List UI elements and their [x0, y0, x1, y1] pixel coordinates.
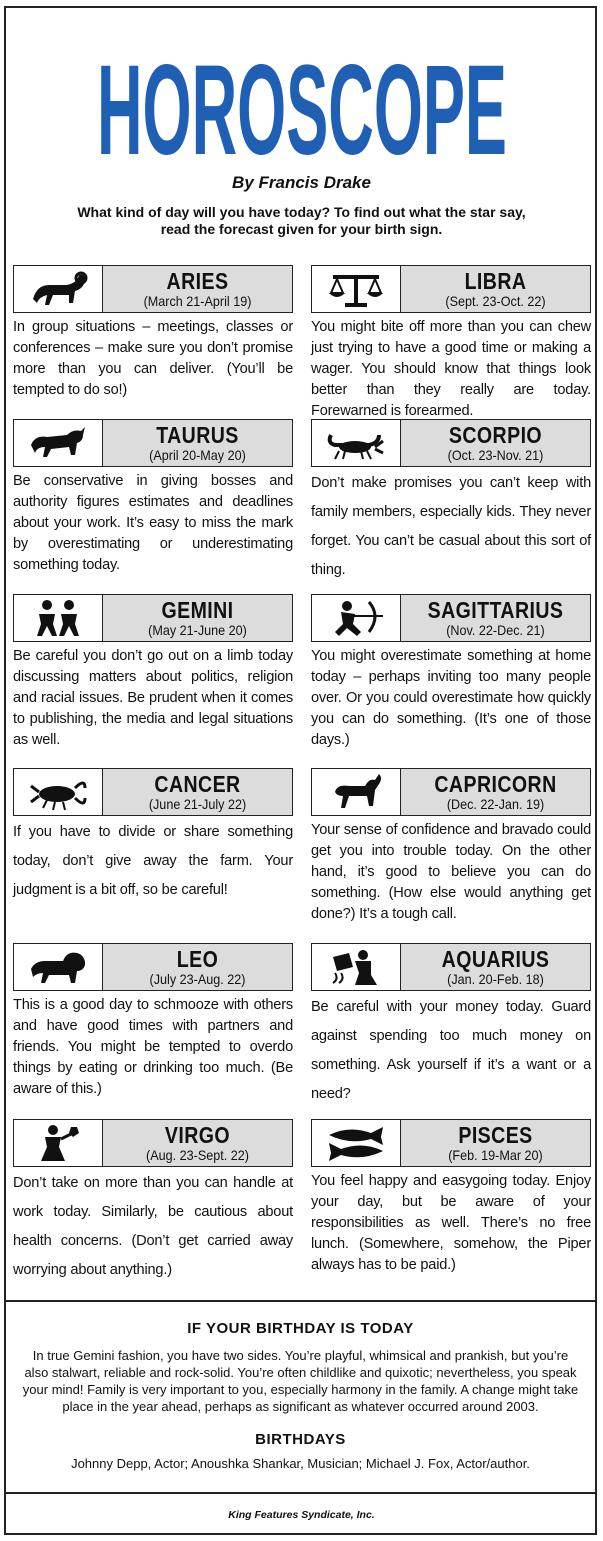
sign-forecast: Be careful with your money today. Guard against spending too much money on something. Ask yourself if it’s a want or a need? [311, 999, 591, 1102]
crab-icon [14, 769, 103, 815]
birthdays-list: Johnny Depp, Actor; Anoushka Shankar, Musician; Michael J. Fox, Actor/author. [71, 1456, 530, 1471]
sign-forecast: In group situations – meetings, classes or conferences – make sure you don’t promise more than you can deliver. (You’ll be tempted to do so!) [13, 319, 293, 398]
byline: By Francis Drake [232, 173, 371, 192]
sign-header [13, 594, 293, 642]
birthday-section [4, 1300, 597, 1494]
sign-dates: (Jan. 20-Feb. 18) [447, 971, 544, 987]
sign-header [13, 1119, 293, 1167]
sign-name: AQUARIUS [441, 946, 550, 972]
sign-forecast: If you have to divide or share something today, don’t give away the farm. Your judgment is a bit off, so be careful! [13, 824, 293, 898]
sign-cancer [13, 768, 293, 905]
horoscope-title-text: HOROSCOPE [96, 44, 507, 166]
scorpion-icon [312, 420, 401, 466]
sign-aquarius [311, 943, 591, 1109]
sign-dates: (Sept. 23-Oct. 22) [445, 293, 546, 309]
sign-taurus [13, 419, 293, 576]
intro-line-1: What kind of day will you have today? To find out what the star say, [77, 204, 526, 220]
sign-gemini [13, 594, 293, 751]
bull-icon [14, 420, 103, 466]
birthdays-heading: BIRTHDAYS [255, 1431, 346, 1448]
sign-name: PISCES [458, 1122, 533, 1148]
twins-icon [14, 595, 103, 641]
birthday-text: In true Gemini fashion, you have two sides. You’re playful, whimsical and prankish, but you’re also stalwart, reliable and rock-solid. You’re often childlike and quixotic; nevertheless, you speak your mind! Family is very important to you, especially harmony in the family. A change might take place in the year ahead, perhaps as significant as whatever occurred around 2003. [22, 1348, 579, 1414]
horoscope-title [92, 44, 512, 166]
sign-dates: (July 23-Aug. 22) [149, 971, 246, 987]
sign-name: VIRGO [164, 1122, 231, 1148]
syndicate-credit: King Features Syndicate, Inc. [228, 1509, 375, 1521]
sign-dates: (Dec. 22-Jan. 19) [446, 796, 545, 812]
sign-forecast: Be careful you don’t go out on a limb today discussing matters about politics, religion and racial issues. Be prudent when it comes to publishing, the media and legal situations as well. [13, 648, 293, 748]
sign-dates: (April 20-May 20) [149, 447, 246, 463]
maiden-icon [14, 1120, 103, 1166]
intro-line-2: read the forecast given for your birth sign. [160, 221, 443, 237]
sign-name: SAGITTARIUS [427, 597, 564, 623]
sign-header [13, 943, 293, 991]
sign-capricorn [311, 768, 591, 925]
sign-name: ARIES [166, 268, 229, 294]
sign-pisces [311, 1119, 591, 1276]
sign-name: TAURUS [156, 422, 239, 448]
fish-icon [312, 1120, 401, 1166]
sign-header [13, 265, 293, 313]
sign-dates: (May 21-June 20) [148, 622, 247, 638]
goat-icon [312, 769, 401, 815]
sign-virgo [13, 1119, 293, 1285]
sign-header [13, 419, 293, 467]
water-bearer-icon [312, 944, 401, 990]
sign-libra [311, 265, 591, 422]
sign-header [311, 943, 591, 991]
sign-name: LEO [176, 946, 219, 972]
sign-name: CAPRICORN [434, 771, 557, 797]
sign-leo [13, 943, 293, 1100]
sign-forecast: You might bite off more than you can chew just trying to have a good time or making a wager. You should know that things look better than they really are today. Forewarned is forearmed. [311, 319, 591, 419]
sign-dates: (Oct. 23-Nov. 21) [447, 447, 544, 463]
sign-dates: (March 21-April 19) [143, 293, 252, 309]
sign-forecast: You might overestimate something at home today – perhaps inviting too many people over. Or you could overestimate how quickly you can do something. (It’s one of those days.) [311, 648, 591, 748]
sign-forecast: Don’t take on more than you can handle at work today. Similarly, be cautious about health concerns. (Don’t get carried away worrying about anything.) [13, 1175, 293, 1278]
sign-dates: (June 21-July 22) [148, 796, 247, 812]
ram-icon [14, 266, 103, 312]
sign-header [311, 594, 591, 642]
sign-dates: (Nov. 22-Dec. 21) [446, 622, 545, 638]
masthead [0, 44, 603, 166]
birthday-heading: IF YOUR BIRTHDAY IS TODAY [187, 1320, 414, 1337]
sign-forecast: Your sense of confidence and bravado could get you into trouble today. On the other hand, it’s good to believe you can do something. (How else would anything get done?) It’s a tough call. [311, 822, 591, 922]
sign-forecast: Be conservative in giving bosses and authority figures estimates and deadlines about your work. It’s easy to miss the mark by overestimating or underestimating something today. [13, 473, 293, 573]
sign-dates: (Feb. 19-Mar 20) [448, 1147, 543, 1163]
sign-name: CANCER [154, 771, 241, 797]
sign-dates: (Aug. 23-Sept. 22) [146, 1147, 249, 1163]
sign-forecast: Don’t make promises you can’t keep with family members, especially kids. They never forget. You can’t be casual about this sort of thing. [311, 475, 591, 578]
sign-forecast: You feel happy and easygoing today. Enjoy your day, but be aware of your responsibilities as well. There’s no free lunch. (Somewhere, somehow, the Piper always has to be paid.) [311, 1173, 591, 1273]
sign-sagittarius [311, 594, 591, 751]
scales-icon [312, 266, 401, 312]
sign-header [311, 1119, 591, 1167]
intro [0, 204, 603, 238]
sign-header [311, 419, 591, 467]
sign-forecast: This is a good day to schmooze with others and have good times with partners and friends. You might be tempted to overdo things by eating or drinking too much. (Be aware of this.) [13, 997, 293, 1097]
archer-icon [312, 595, 401, 641]
sign-header [13, 768, 293, 816]
sign-header [311, 265, 591, 313]
sign-name: LIBRA [464, 268, 527, 294]
sign-aries [13, 265, 293, 401]
sign-name: SCORPIO [448, 422, 543, 448]
sign-header [311, 768, 591, 816]
lion-icon [14, 944, 103, 990]
sign-scorpio [311, 419, 591, 585]
sign-name: GEMINI [161, 597, 234, 623]
